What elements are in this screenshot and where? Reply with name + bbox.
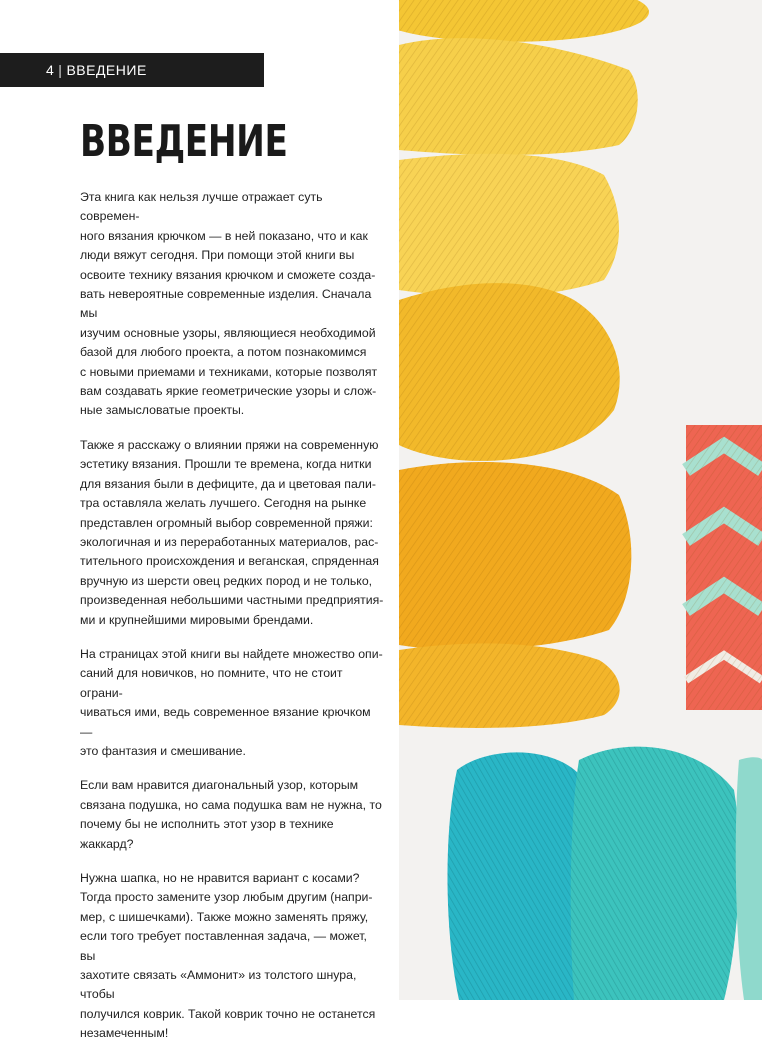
paragraph: Нужна шапка, но не нравится вариант с косами? Тогда просто замените узор любым другим (напри- мер, с шишечками). Также можно заменять пряжу, если того требует поставленная задача, — может, вы захотите связать «Аммонит» из толстого шнура, чтобы получился коврик. Такой коврик точно не останется незамеченным! [80, 871, 376, 1041]
crochet-swatch-chevron [686, 425, 762, 710]
paragraph: Также я расскажу о влиянии пряжи на современную эстетику вязания. Прошли те времена, когда нитки для вязания были в дефиците, да и цветовая пали- тра оставляла желать лучшего. Сегодня на рынке представлен огромный выбор современной пряжи: экологичная и из переработанных материалов, рас- тительного происхождения и веганская, спряденная вручную из шерсти овец редких пород и не только, произведенная небольшими частными предприятия- ми и крупнейшими мировыми брендами. [80, 437, 384, 627]
paragraph: Эта книга как нельзя лучше отражает суть современ- ного вязания крючком — в ней показано, что и как люди вяжут сегодня. При помощи этой книги вы освоите технику вязания крючком и сможете созда- вать невероятные современные изделия. Сначала мы изучим основные узоры, являющиеся необходимой базой для любого проекта, а потом познакомимся с новыми приемами и техниками, которые позволят вам создавать яркие геометрические узоры и слож- ные замысловатые проекты. [80, 190, 378, 418]
yarn-ball-mustard [399, 462, 631, 650]
yarn-skein-teal [571, 747, 739, 1000]
yarn-photo [399, 0, 762, 1000]
running-header [0, 53, 264, 87]
page-title: ВВЕДЕНИЕ [80, 116, 288, 167]
section-name: ВВЕДЕНИЕ [66, 62, 147, 78]
page-number: 4 [46, 62, 55, 78]
header-separator: | [58, 62, 63, 78]
paragraph: Если вам нравится диагональный узор, которым связана подушка, но сама подушка вам не нужна, то почему бы не исполнить этот узор в технике жаккард? [80, 778, 382, 851]
paragraph: На страницах этой книги вы найдете множество опи- саний для новичков, но помните, что не стоит ограни- чиваться ими, ведь современное вязание крючком — это фантазия и смешивание. [80, 646, 383, 758]
yarn-skein-gold [399, 283, 620, 461]
yarn-cake-light-yellow [399, 154, 619, 297]
body-text [80, 188, 385, 1059]
